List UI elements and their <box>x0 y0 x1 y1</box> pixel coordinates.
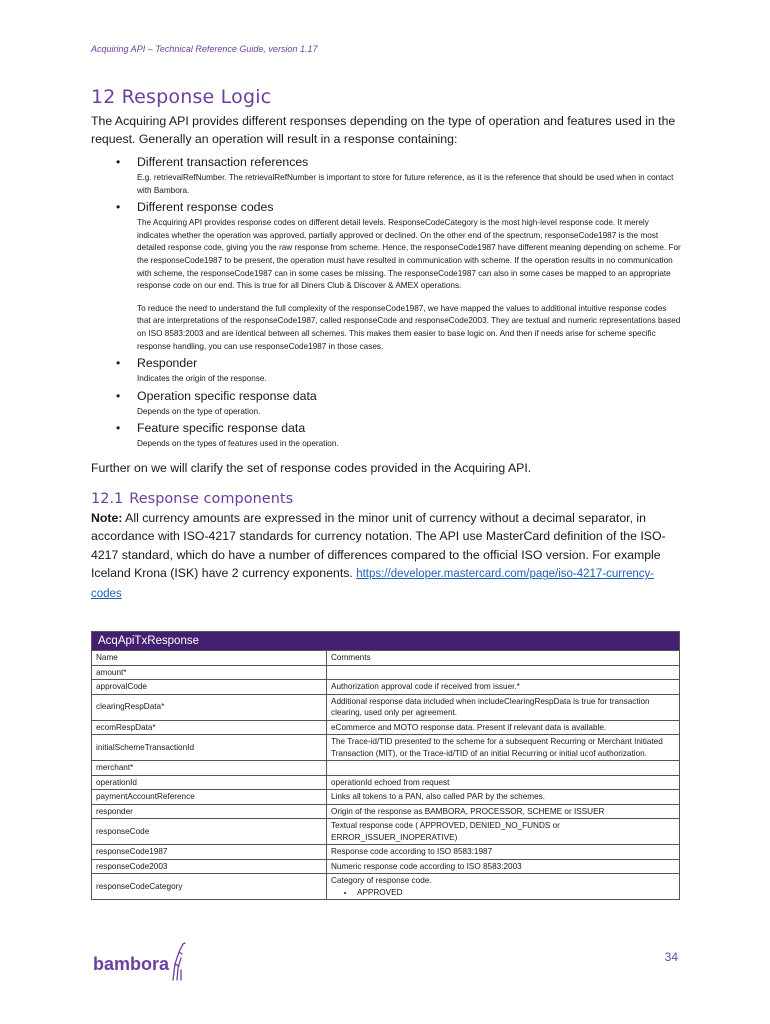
field-name: responseCode <box>92 819 327 845</box>
subsection-heading <box>91 491 681 507</box>
response-contents-list <box>91 154 681 451</box>
bullet-title: Responder <box>137 356 198 371</box>
field-comment: operationId echoed from request <box>327 775 680 790</box>
table-caption: AcqApiTxResponse <box>92 632 680 651</box>
bullet-icon: • <box>116 155 121 169</box>
field-comment: Links all tokens to a PAN, also called PAR by the schemes. <box>327 790 680 805</box>
bullet-title: Different response codes <box>137 200 274 215</box>
field-name: responseCodeCategory <box>92 874 327 900</box>
list-item: • APPROVED <box>355 887 675 899</box>
field-comment: Response code according to ISO 8583:1987 <box>327 845 680 860</box>
bullet-icon: • <box>116 200 121 215</box>
bullet-icon: • <box>116 356 121 371</box>
table-row <box>92 775 680 790</box>
table-header-row <box>92 651 680 666</box>
list-item <box>91 420 681 451</box>
subsection-number: 12.1 <box>91 490 124 507</box>
table-row <box>92 720 680 735</box>
column-header-name: Name <box>92 651 327 666</box>
section-number: 12 <box>91 86 116 108</box>
table-row <box>92 874 680 900</box>
field-name: amount* <box>92 665 327 680</box>
list-item <box>91 154 681 197</box>
field-comment-cell <box>327 874 680 900</box>
bullet-title: Operation specific response data <box>137 388 317 403</box>
bullet-description: Indicates the origin of the response. <box>137 374 267 384</box>
field-comment: Origin of the response as BAMBORA, PROCESSOR, SCHEME or ISSUER <box>327 804 680 819</box>
table-row <box>92 804 680 819</box>
bullet-description: E.g. retrievalRefNumber. The retrievalRefNumber is important to store for future reference, as it is the reference that should be used when in contact with Bambora. <box>137 173 674 195</box>
field-name: responseCode1987 <box>92 845 327 860</box>
field-name: responseCode2003 <box>92 859 327 874</box>
field-name: initialSchemeTransactionId <box>92 735 327 761</box>
bambora-logo <box>93 940 193 989</box>
list-item <box>91 388 681 419</box>
page-number: 34 <box>664 950 678 964</box>
table-row <box>92 845 680 860</box>
table-row <box>92 680 680 695</box>
bambora-logo-graphic <box>93 940 193 984</box>
field-comment <box>327 665 680 680</box>
iso-currency-link[interactable]: https://developer.mastercard.com/page/iso-4217-currency-codes <box>91 568 655 600</box>
field-name: clearingRespData* <box>92 694 327 720</box>
list-item <box>91 199 681 353</box>
main-content <box>91 86 681 603</box>
running-header: Acquiring API – Technical Reference Guide, version 1.17 <box>91 44 318 54</box>
table-row <box>92 735 680 761</box>
bullet-description: The Acquiring API provides response codes on different detail levels. ResponseCodeCategory is the most high-level response code. It merely indicates whether the operation was approved, partially approved or declined. On the other end of the spectrum, responseCode1987 is the most detailed response code, giving you the raw response from scheme. Hence, the responseCode1987 have different meaning depending on scheme. For the responseCode1987 to be present, the operation must have resulted in communication with scheme. If the operation results in no communication with scheme, the responseCode1987 can in some cases be missing. The responseCode1987 can also in some cases be mapped to an appropriate response code on our end. This is true for all Diners Club & Discover & AMEX operations. <box>137 218 681 291</box>
field-name: merchant* <box>92 761 327 776</box>
field-comment: Additional response data included when includeClearingRespData is true for transaction clearing, used only per agreement. <box>327 694 680 720</box>
bullet-description: To reduce the need to understand the full complexity of the responseCode1987, we have mapped the values to additional intuitive response codes that are interpretations of the responseCode1987, called responseCode and responseCode2003. They are textual and numeric representations based on ISO 8583:2003 and are identical between all schemes. This makes them easier to base logic on. And then if needs arise for scheme specific response handling, you can use responseCode1987 in those cases. <box>137 303 681 351</box>
table-row <box>92 761 680 776</box>
bullet-icon: • <box>116 421 121 436</box>
list-item <box>91 355 681 386</box>
field-name: paymentAccountReference <box>92 790 327 805</box>
section-intro: The Acquiring API provides different responses depending on the type of operation and features used in the request. Generally an operation will result in a response containing: <box>91 114 676 146</box>
field-comment: Numeric response code according to ISO 8583:2003 <box>327 859 680 874</box>
subsection-title: Response components <box>129 490 294 507</box>
field-comment <box>327 761 680 776</box>
note-label: Note: <box>91 510 123 525</box>
currency-note <box>91 509 681 604</box>
logo-wordmark: bambora <box>93 954 170 974</box>
field-comment: Category of response code. <box>331 876 432 885</box>
column-header-comments: Comments <box>327 651 680 666</box>
field-name: approvalCode <box>92 680 327 695</box>
bullet-title: Different transaction references <box>137 155 309 169</box>
field-comment: Textual response code ( APPROVED, DENIED_NO_FUNDS or ERROR_ISSUER_INOPERATIVE) <box>327 819 680 845</box>
field-name: ecomRespData* <box>92 720 327 735</box>
field-name: responder <box>92 804 327 819</box>
section-title: Response Logic <box>121 86 272 108</box>
field-comment: The Trace-id/TID presented to the scheme for a subsequent Recurring or Merchant Initiated Transaction (MIT), or the Trace-id/TID of an initial Recurring or initial ucof authorization. <box>327 735 680 761</box>
category-list <box>331 887 675 899</box>
bullet-description: Depends on the types of features used in the operation. <box>137 439 339 449</box>
response-table <box>91 631 680 900</box>
table-row <box>92 859 680 874</box>
table-row <box>92 790 680 805</box>
section-heading <box>91 86 681 108</box>
field-comment: Authorization approval code if received from issuer.* <box>327 680 680 695</box>
bullet-title: Feature specific response data <box>137 421 306 436</box>
table-row <box>92 819 680 845</box>
field-comment: eCommerce and MOTO response data. Present if relevant data is available. <box>327 720 680 735</box>
field-name: operationId <box>92 775 327 790</box>
further-text: Further on we will clarify the set of response codes provided in the Acquiring API. <box>91 460 532 475</box>
note-text: All currency amounts are expressed in the minor unit of currency without a decimal separator, in accordance with ISO-4217 standards for currency notation. The API use MasterCard definition of the ISO-4217 standard, which do have a number of differences compared to the official ISO version. For example Iceland Krona (ISK) have 2 currency exponents. <box>91 510 666 581</box>
table-row <box>92 694 680 720</box>
table-row <box>92 665 680 680</box>
bullet-description: Depends on the type of operation. <box>137 406 261 416</box>
bullet-icon: • <box>116 388 121 403</box>
